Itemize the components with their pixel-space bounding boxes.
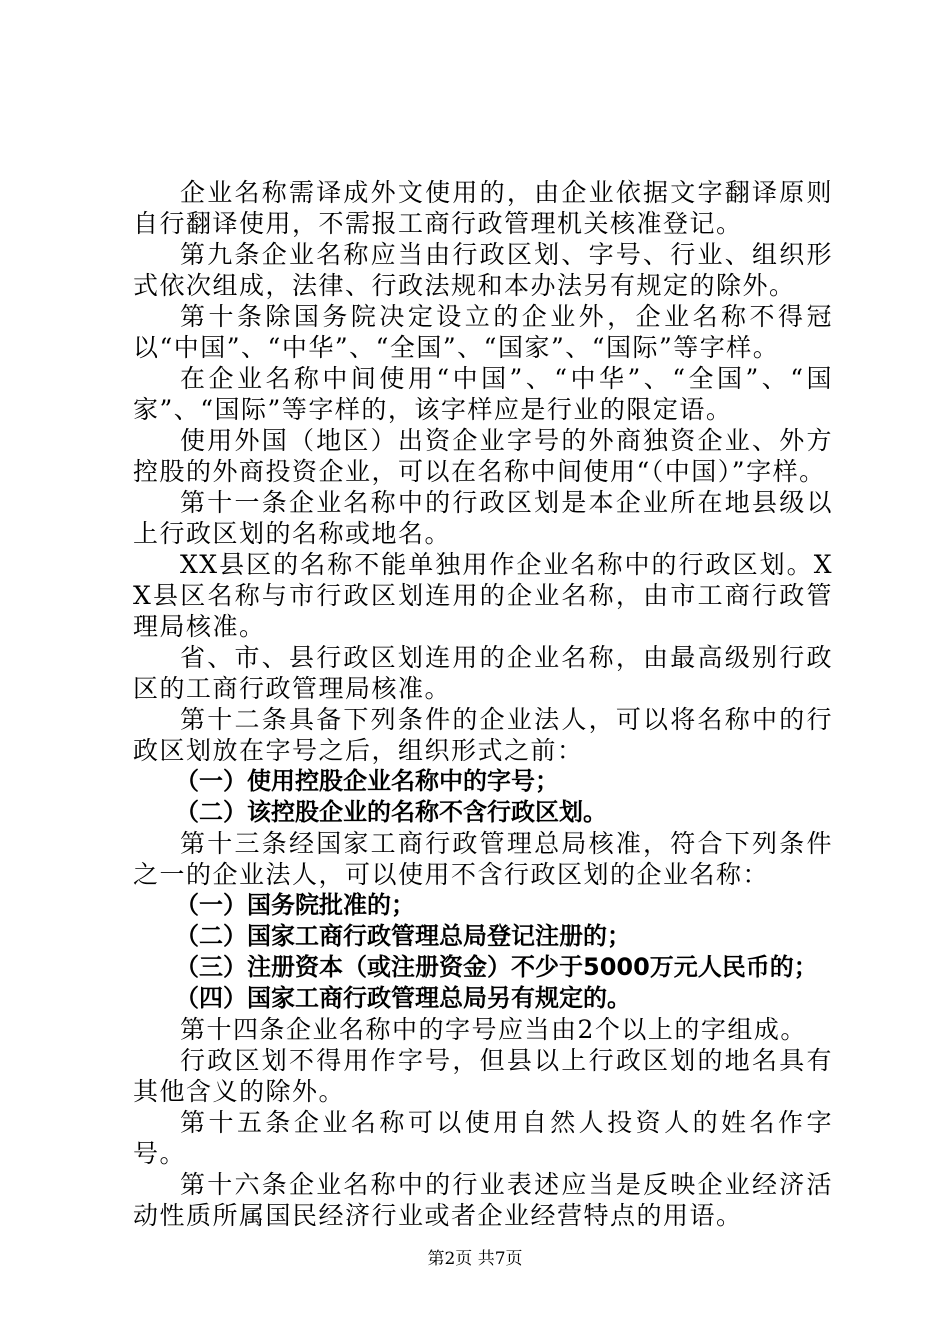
paragraph: 第十三条经国家工商行政管理总局核准，符合下列条件之一的企业法人，可以使用不含行政区划的企业名称： (133, 829, 833, 889)
list-item: （三）注册资本（或注册资金）不少于5000万元人民币的； (175, 953, 818, 981)
paragraph: 第十四条企业名称中的字号应当由2个以上的字组成。 (180, 1015, 807, 1044)
list-item: （一）使用控股企业名称中的字号； (175, 767, 559, 795)
paragraph: 省、市、县行政区划连用的企业名称，由最高级别行政区的工商行政管理局核准。 (133, 643, 833, 703)
paragraph: 第九条企业名称应当由行政区划、字号、行业、组织形式依次组成，法律、行政法规和本办法另有规定的除外。 (133, 240, 833, 300)
list-item: （四）国家工商行政管理总局另有规定的。 (175, 984, 631, 1012)
paragraph: 第十五条企业名称可以使用自然人投资人的姓名作字号。 (133, 1108, 833, 1168)
paragraph: 第十一条企业名称中的行政区划是本企业所在地县级以上行政区划的名称或地名。 (133, 488, 833, 548)
page-footer (0, 1244, 950, 1269)
list-item: （二）国家工商行政管理总局登记注册的； (175, 922, 631, 950)
paragraph: 企业名称需译成外文使用的，由企业依据文字翻译原则自行翻译使用，不需报工商行政管理机关核准登记。 (133, 178, 833, 238)
paragraph: 第十六条企业名称中的行业表述应当是反映企业经济活动性质所属国民经济行业或者企业经营特点的用语。 (133, 1170, 833, 1230)
paragraph: 行政区划不得用作字号，但县以上行政区划的地名具有其他含义的除外。 (133, 1046, 833, 1106)
page-number: 第2页 共7页 (427, 1249, 523, 1269)
document-body (133, 177, 833, 1231)
paragraph: 第十二条具备下列条件的企业法人，可以将名称中的行政区划放在字号之后，组织形式之前： (133, 705, 833, 765)
paragraph: 第十条除国务院决定设立的企业外，企业名称不得冠以“中国”、“中华”、“全国”、“国家”、“国际”等字样。 (133, 302, 833, 362)
list-item: （一）国务院批准的； (175, 891, 415, 919)
list-item: （二）该控股企业的名称不含行政区划。 (175, 798, 607, 826)
paragraph: XX县区的名称不能单独用作企业名称中的行政区划。XX县区名称与市行政区划连用的企业名称，由市工商行政管理局核准。 (133, 550, 833, 641)
paragraph: 在企业名称中间使用“中国”、“中华”、“全国”、“国家”、“国际”等字样的，该字样应是行业的限定语。 (133, 364, 833, 424)
paragraph: 使用外国（地区）出资企业字号的外商独资企业、外方控股的外商投资企业，可以在名称中间使用“（中国）”字样。 (133, 426, 833, 486)
